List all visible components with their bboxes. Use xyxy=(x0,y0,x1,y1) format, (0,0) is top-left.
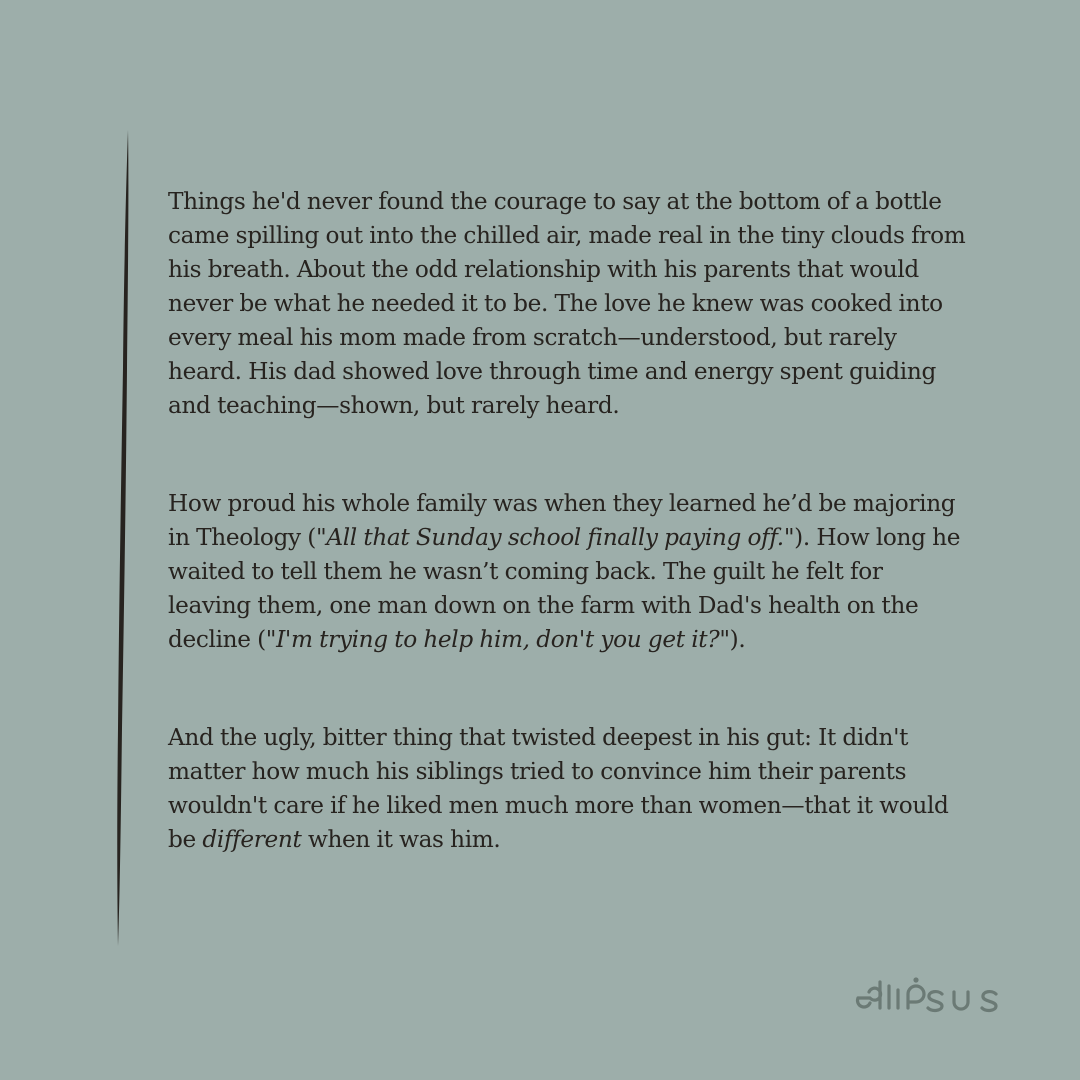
paragraph-1 xyxy=(168,185,968,423)
story-excerpt xyxy=(168,185,968,857)
paragraph-2-text-1: How proud his whole family was when they learned he’d be majoring in Theology (" xyxy=(168,490,956,551)
emphasis-different: different xyxy=(202,826,302,853)
paragraph-2-text-2: "). How long he waited to tell them he wasn’t coming back. The guilt he felt for leaving them, one man down on the farm with Dad's health on the decline (" xyxy=(168,524,961,653)
quote-sunday-school: All that Sunday school finally paying off. xyxy=(326,524,784,551)
paragraph-2-text-3: ). xyxy=(729,626,746,653)
ellipsus-logo xyxy=(850,968,1010,1016)
paragraph-1-text: Things he'd never found the courage to say at the bottom of a bottle came spilling out into the chilled air, made real in the tiny clouds from his breath. About the odd relationship with his parents that would never be what he needed it to be. The love he knew was cooked into every meal his mom made from scratch—understood, but rarely heard. His dad showed love through time and energy spent guiding and teaching—shown, but rarely heard. xyxy=(168,188,966,419)
paragraph-3-text-2: when it was him. xyxy=(301,826,501,853)
paragraph-3-text-1: And the ugly, bitter thing that twisted deepest in his gut: It didn't matter how much his siblings tried to convince him their parents wouldn't care if he liked men much more than women—that it would be xyxy=(168,724,949,853)
paragraph-3 xyxy=(168,721,968,857)
vertical-brush-line xyxy=(108,128,138,948)
quote-trying-to-help: I'm trying to help him, don't you get it?" xyxy=(276,626,730,653)
paragraph-2 xyxy=(168,487,968,657)
